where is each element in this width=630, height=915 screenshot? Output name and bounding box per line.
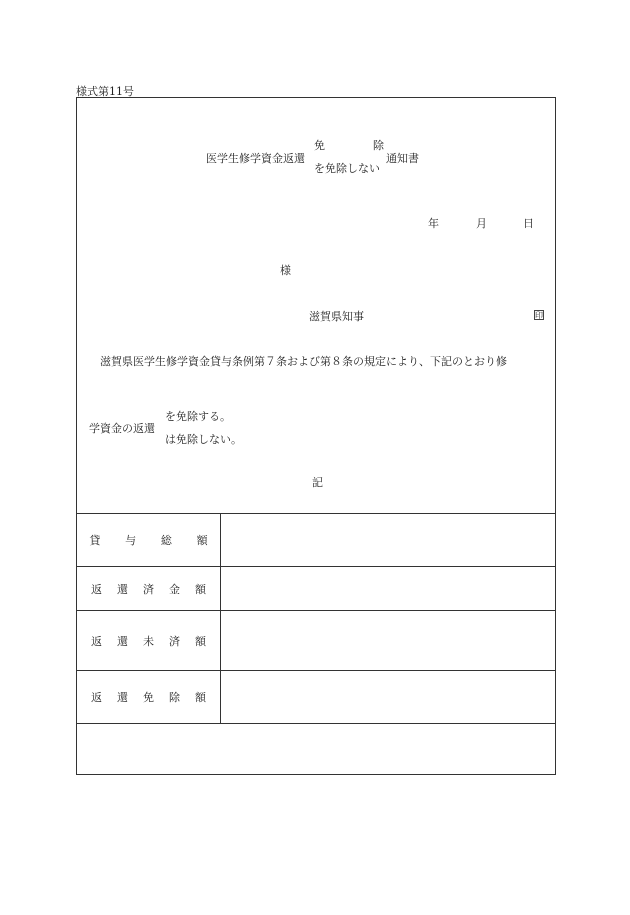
title-option-bottom: を免除しない [314,162,380,175]
table-row-repaid-value [221,567,555,610]
body-option-not-exempt: は免除しない。 [165,433,242,446]
table-row-loan-total-value [221,514,555,566]
notice-form-frame [76,97,556,775]
issuer-name: 滋賀県知事 [309,310,364,323]
record-mark: 記 [312,476,323,489]
table-row-unpaid-label: 返 還 未 済 額 [91,634,206,648]
seal-icon: 印 [535,311,543,320]
table-row-exempted-value [221,671,555,723]
table-row-repaid-label: 返 還 済 金 額 [91,582,206,596]
title-main: 医学生修学資金返還 [206,152,305,165]
body-line-2-prefix: 学資金の返還 [89,422,155,435]
table-row-loan-total-label: 貸 与 総 額 [89,534,208,547]
title-option-top-left: 免 [314,139,325,152]
title-suffix: 通知書 [386,152,419,165]
date-month: 月 [476,217,487,230]
table-row-exempted-label: 返 還 免 除 額 [91,691,206,704]
table-row-unpaid-value [221,611,555,670]
body-line-1: 滋賀県医学生修学資金貸与条例第７条および第８条の規定により、下記のとおり修 [100,355,507,368]
date-year: 年 [428,217,439,230]
table-footer-cell [77,724,555,774]
form-number: 様式第11号 [76,85,134,98]
date-day: 日 [523,217,534,230]
body-option-exempt: を免除する。 [165,410,231,423]
title-option-top-right: 除 [373,139,384,152]
seal-mark [534,308,544,321]
addressee-suffix: 様 [280,264,291,277]
